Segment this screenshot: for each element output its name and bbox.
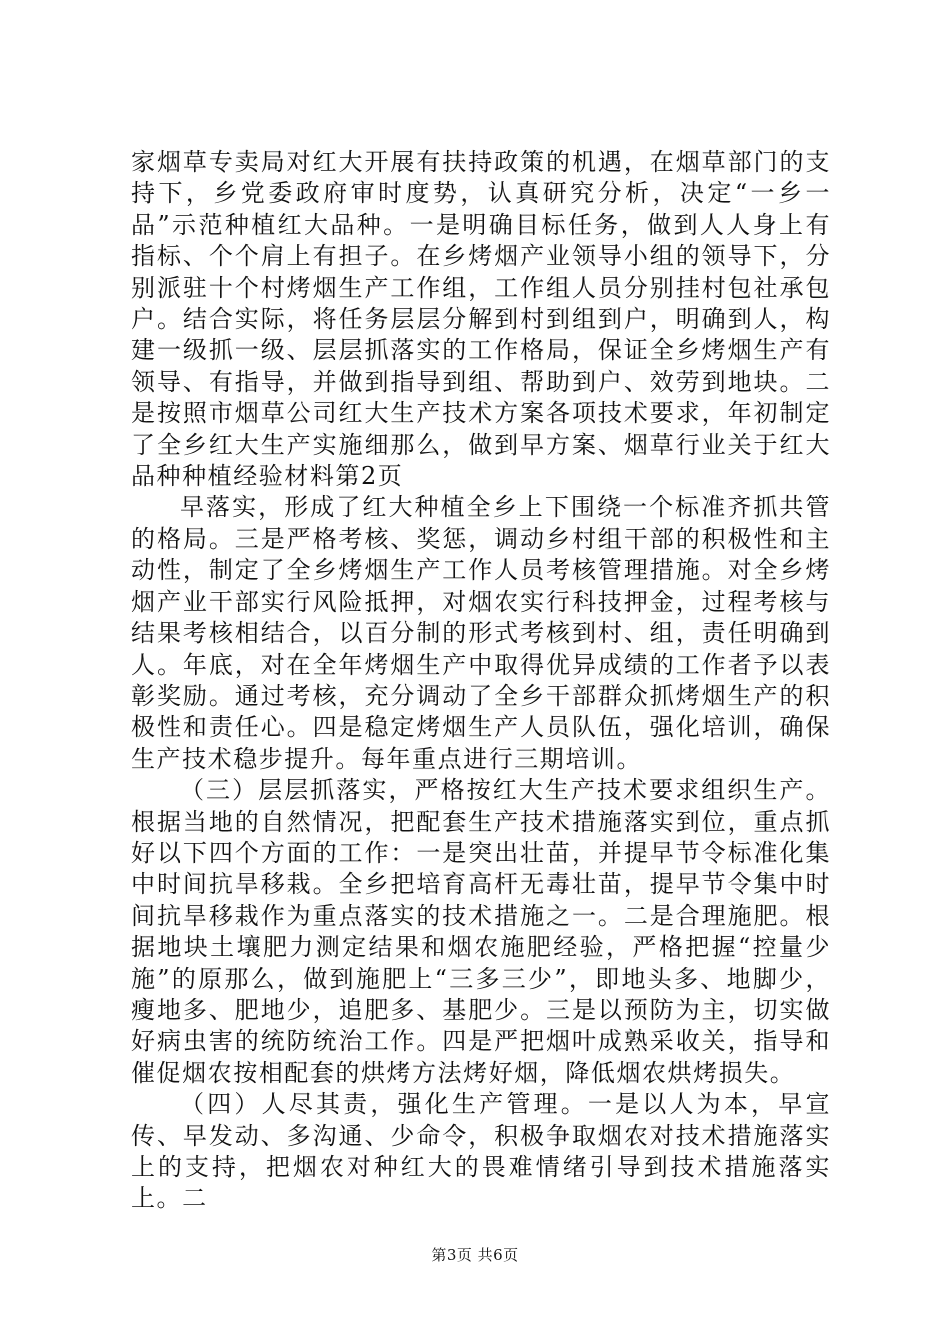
body-text: [131, 147, 831, 1215]
paragraph-1: 家烟草专卖局对红大开展有扶持政策的机遇，在烟草部门的支持下，乡党委政府审时度势，认真研究分析，决定“一乡一品”示范种植红大品种。一是明确目标任务，做到人人身上有指标、个个肩上有担子。在乡烤烟产业领导小组的领导下，分别派驻十个村烤烟生产工作组，工作组人员分别挂村包社承包户。结合实际，将任务层层分解到村到组到户，明确到人，构建一级抓一级、层层抓落实的工作格局，保证全乡烤烟生产有领导、有指导，并做到指导到组、帮助到户、效劳到地块。二是按照市烟草公司红大生产技术方案各项技术要求，年初制定了全乡红大生产实施细那么，做到早方案、烟草行业关于红大品种种植经验材料第2页: [131, 148, 831, 491]
page-footer: [0, 1244, 950, 1265]
page-number-label: 第3页 共6页: [431, 1246, 519, 1264]
paragraph-2: 早落实，形成了红大种植全乡上下围绕一个标准齐抓共管的格局。三是严格考核、奖惩，调动乡村组干部的积极性和主动性，制定了全乡烤烟生产工作人员考核管理措施。对全乡烤烟产业干部实行风险抵押，对烟农实行科技押金，过程考核与结果考核相结合，以百分制的形式考核到村、组，责任明确到人。年底，对在全年烤烟生产中取得优异成绩的工作者予以表彰奖励。通过考核，充分调动了全乡干部群众抓烤烟生产的积极性和责任心。四是稳定烤烟生产人员队伍，强化培训，确保生产技术稳步提升。每年重点进行三期培训。: [131, 493, 831, 773]
paragraph-4: （四）人尽其责，强化生产管理。一是以人为本，早宣传、早发动、多沟通、少命令，积极争取烟农对技术措施落实上的支持，把烟农对种红大的畏难情绪引导到技术措施落实上。二: [131, 1090, 831, 1213]
paragraph-3: （三）层层抓落实，严格按红大生产技术要求组织生产。根据当地的自然情况，把配套生产技术措施落实到位，重点抓好以下四个方面的工作：一是突出壮苗，并提早节令标准化集中时间抗旱移栽。全乡把培育高杆无毒壮苗，提早节令集中时间抗旱移栽作为重点落实的技术措施之一。二是合理施肥。根据地块土壤肥力测定结果和烟农施肥经验，严格把握“控量少施”的原那么，做到施肥上“三多三少”，即地头多、地脚少，瘦地多、肥地少，追肥多、基肥少。三是以预防为主，切实做好病虫害的统防统治工作。四是严把烟叶成熟采收关，指导和催促烟农按相配套的烘烤方法烤好烟，降低烟农烘烤损失。: [131, 776, 831, 1087]
